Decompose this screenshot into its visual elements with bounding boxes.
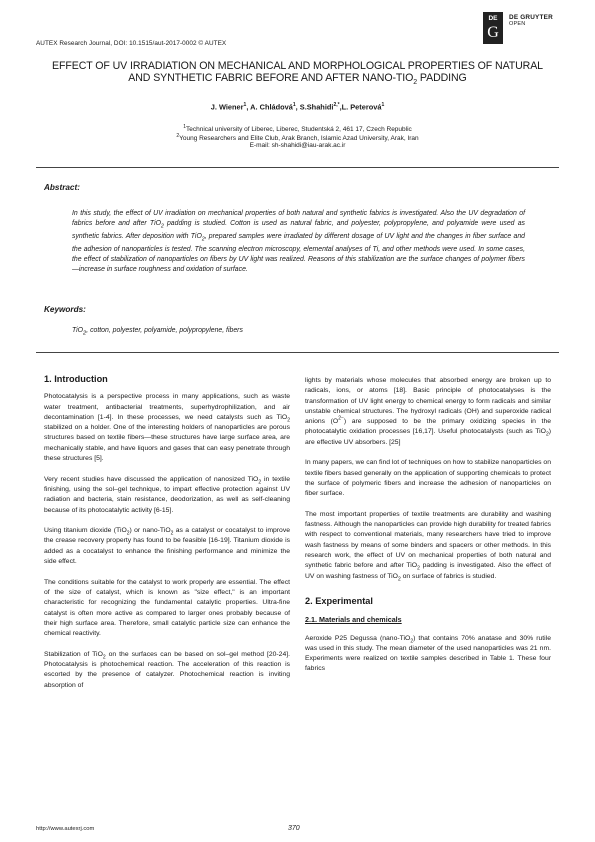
section-heading-experimental: 2. Experimental <box>305 595 373 606</box>
title-line-2 <box>30 72 565 89</box>
intro-p5-b: on the surfaces can be based on sol–gel method [20-24]. Photocatalysis is photochemical reaction. The acceleration of this reaction is escorted by the presence of catalyzer. Photochemical reaction is inviting absorption of <box>44 650 291 689</box>
intro-paragraph-6 <box>305 376 551 448</box>
publisher-logo <box>483 12 503 44</box>
intro-p2-sub: 2 <box>258 479 262 486</box>
intro-p1-a: Photocatalysis is a perspective process in many applications, such as waste water treatment, antibacterial treatments, superhydrophilization, and air decontamination [1-4]. In these processes, we need catalysts such as TiO <box>44 393 290 421</box>
abstract-part-3: , prepared samples were irradiated by different dosage of UV light and the changes in fiber surface and the adhesion of nanoparticles is tested. The scanning electron microscopy, elemental analyses of Ti, and other methods were used. In some cases, the effect of stabilization of nanoparticles on fibers by UV light was realized. Reasons of this stabilization are the surface changes of polymer fibers—increase in surface roughness and oxidation of surface. <box>72 232 525 274</box>
keywords-label: Keywords: <box>44 305 86 314</box>
abstract-sub-2: 2 <box>201 236 205 243</box>
intro-p6-a: lights by materials whose molecules that absorbed energy are broken up to radicals, ions, or atoms [18]. Basic principle of photocatalyses is the transformation of UV light energy to chemical energy to form radicals and similar unstable chemical structures. The hydroxyl radicals (OH) and superoxide radical anions (O <box>305 377 551 426</box>
intro-p3-a: Using titanium dioxide (TiO <box>44 527 127 535</box>
intro-p1-sub: 2 <box>287 417 290 424</box>
right-column <box>305 376 551 685</box>
divider-top <box>36 167 559 168</box>
intro-p3-c: as a catalyst or cocatalyst to improve the crease recovery property has found to be feasible [16-19]. Titanium dioxide is added as a cocatalyst to enhance the finishing performance and minimize the side effect. <box>44 527 291 566</box>
journal-url-link[interactable]: http://www.autexrj.com <box>36 826 95 832</box>
intro-p1-b: stabilized on a holder. One of the interesting holders of nanoparticles are porous structures based on textile fibers—these structures have large surface area, are mechanically stable, and have liquors and gases that can easy penetrate through these structures [5]. <box>44 424 290 463</box>
affiliation-1-sup: 1 <box>183 124 186 130</box>
author-3: , S.Shahidi <box>295 102 334 112</box>
intro-p8-a: The most important properties of textile treatments are durability and washing fastness. Although the nanoparticles can provide high durability for treated fabrics with respect to conventional materials, many researchers have tried to improve wash fastness by means of some binders and spacers or other methods. In this research work, the effect of UV on mechanical properties of both natural and synthetic fabric before and after TiO <box>305 510 551 570</box>
abstract-text <box>72 209 525 276</box>
intro-paragraph-1 <box>44 392 290 464</box>
author-2-sup: 1 <box>292 102 296 108</box>
author-3-sup: 2,* <box>333 102 340 108</box>
affiliation-1-text: Technical university of Liberec, Liberec, Studentská 2, 461 17, Czech Republic <box>185 126 412 134</box>
materials-p-a: Aeroxide P25 Degussa (nano-TiO <box>305 634 411 642</box>
intro-p6-c: ) are effective UV absorbers. [25] <box>305 428 551 446</box>
intro-p3-sub1: 2 <box>126 530 130 537</box>
divider-bottom <box>36 352 559 353</box>
abstract-sub-1: 2 <box>160 223 164 230</box>
intro-paragraph-8 <box>305 510 551 582</box>
intro-p8-c: on surface of fabrics is studied. <box>400 572 497 580</box>
materials-p-b: ) that contains 70% anatase and 30% rutile was used in this study. The mean diameter of the used nanoparticles was 21 nm. Experiments were realized on textile samples described in Table 1. These four fabrics <box>305 634 551 673</box>
section-heading-introduction: 1. Introduction <box>44 374 108 384</box>
materials-p-sub: 2 <box>410 637 414 644</box>
abstract-label: Abstract: <box>44 183 80 192</box>
keyword-sub: 2 <box>83 330 87 337</box>
intro-p6-b: ) are supposed to be the primary oxidizing species in the photocatalytic oxidation processes [16,17]. Useful photocatalysts (such as TiO <box>305 418 552 436</box>
publisher-sub: OPEN <box>509 21 526 27</box>
intro-p3-b: ) or nano-TiO <box>129 527 171 535</box>
intro-p2-a: Very recent studies have discussed the application of nanosized TiO <box>44 475 259 483</box>
author-1: J. Wiener <box>210 102 244 112</box>
title-line-1: EFFECT OF UV IRRADIATION ON MECHANICAL AND MORPHOLOGICAL PROPERTIES OF NATURAL <box>52 60 543 72</box>
intro-paragraph-3 <box>44 526 290 567</box>
publisher-name: DE GRUYTER <box>509 14 553 21</box>
intro-paragraph-4: The conditions suitable for the catalyst to work properly are essential. The effect of the size of catalyst, which is known as "size effect," is an important characteristic for recognizing the fundamental catalytic properties. Ultra-fine catalyst is often more active as compared to larger ones probably because of their high surface area. Therefore, small catalytic particle size can enhance the chemical reactivity. <box>44 578 290 638</box>
author-4-sup: 1 <box>381 102 385 108</box>
corresponding-email: E-mail: sh-shahidi@iau-arak.ac.ir <box>249 142 346 149</box>
materials-paragraph <box>305 634 551 675</box>
title-line-2b: PADDING <box>417 72 467 84</box>
intro-paragraph-7: In many papers, we can find lot of techniques on how to stabilize nanoparticles on textile fibers based generally on the application of supporting chemicals to protect the surface of polymeric fibers and increase the adhesion of nanoparticles on fiber surface. <box>305 459 551 498</box>
keyword-tio-text: TiO <box>72 327 84 334</box>
title-line-2a: AND SYNTHETIC FABRIC BEFORE AND AFTER NANO-TIO <box>128 72 414 84</box>
author-1-sup: 1 <box>243 102 247 108</box>
paper-title <box>30 60 565 89</box>
subsection-heading-materials: 2.1. Materials and chemicals <box>305 615 402 625</box>
intro-p5-sub: 2 <box>102 654 106 661</box>
left-column <box>44 374 290 701</box>
intro-p8-sub1: 2 <box>417 565 420 572</box>
author-4: ,L. Peterová <box>339 102 382 112</box>
logo-g-letter: G <box>487 24 499 41</box>
intro-p2-b: in textile finishing, using the sol–gel technique, to impart effective protection against UV radiation and bacteria, stain resistance, deodorization, as well as self-cleaning because of its photocatalytic activity [6-15]. <box>44 475 290 514</box>
page-number: 370 <box>288 825 300 832</box>
intro-p6-sup: 2− <box>338 415 344 422</box>
abstract-part-1: In this study, the effect of UV irradiation on mechanical properties of both natural and synthetic fabrics is investigated. Also the UV degradation of fabrics before and after TiO <box>72 210 525 228</box>
author-2: , A. Chládová <box>246 102 293 112</box>
keywords-text <box>72 327 243 336</box>
logo-de-text: DE <box>488 15 498 22</box>
abstract-part-2: padding is studied. Cotton is used as natural fabric, and polyester, polypropylene, and polyamide were used as synthetic fabrics. After deposition with TiO <box>72 220 525 240</box>
title-sub: 2 <box>413 79 418 87</box>
intro-p3-sub2: 2 <box>170 530 174 537</box>
intro-paragraph-2 <box>44 475 290 516</box>
intro-p8-b: padding is investigated. Also the effect of UV on washing fastness of TiO <box>305 562 552 580</box>
keywords-rest: , cotton, polyester, polyamide, polypropylene, fibers <box>86 327 243 334</box>
intro-p8-sub2: 2 <box>397 576 401 582</box>
journal-citation: AUTEX Research Journal, DOI: 10.1515/aut-2017-0002 © AUTEX <box>36 40 227 47</box>
authors-line <box>0 102 595 111</box>
intro-p5-a: Stabilization of TiO <box>44 650 103 658</box>
intro-paragraph-5 <box>44 650 290 691</box>
affiliation-2-text: Young Researchers and Elite Club, Arak Branch, Islamic Azad University, Arak, Iran <box>179 135 419 143</box>
intro-p6-sub: 2 <box>545 431 549 438</box>
affiliation-2-sup: 2 <box>176 133 180 139</box>
